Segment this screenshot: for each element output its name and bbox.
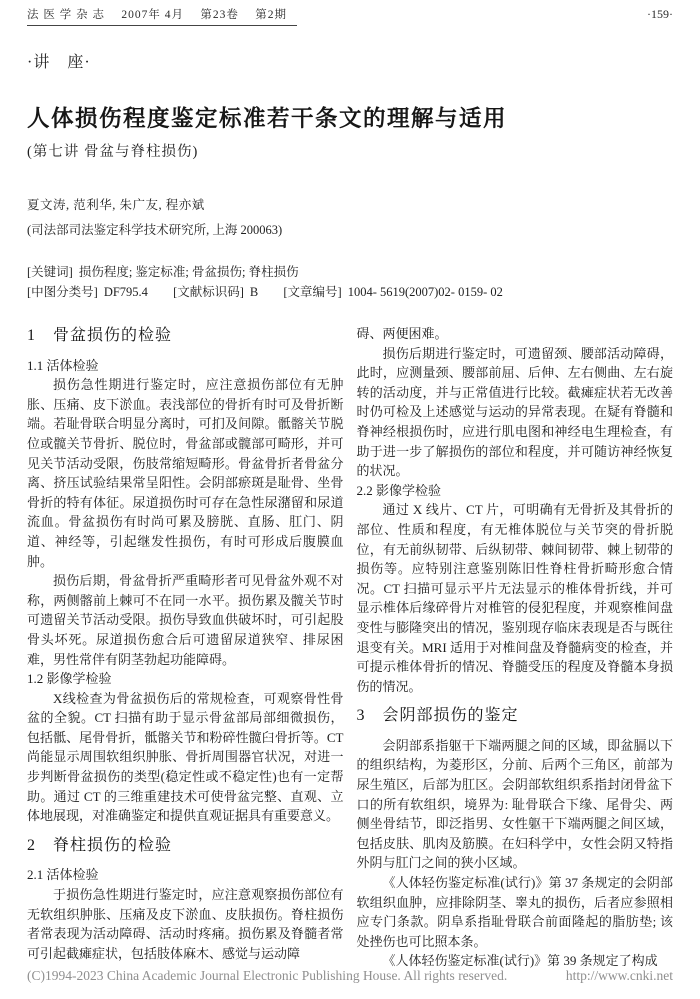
cnki-url: http://www.cnki.net [565, 968, 673, 983]
body-paragraph: 损伤后期，骨盆骨折严重畸形者可见骨盆外观不对称，两侧髂前上棘可不在同一水平。损伤累及髋关节时可遗留关节活动受限。损伤导致血供破坏时，可引起股骨头坏死。尿道损伤愈合后可遗留尿道狭窄、排尿困难，男性常伴有阴茎勃起功能障碍。 [27, 573, 344, 667]
cnki-footer [27, 968, 673, 984]
article-id-value: 1004- 5619(2007)02- 0159- 02 [347, 285, 503, 299]
keywords-value: 损伤程度; 鉴定标准; 骨盆损伤; 脊柱损伤 [78, 265, 299, 279]
body-paragraph: 通过 X 线片、CT 片，可明确有无骨折及其骨折的部位、性质和程度，有无椎体脱位与关节突的骨折脱位，有无前纵韧带、后纵韧带、棘间韧带、棘上韧带的损伤等。应特别注意鉴别陈旧性脊柱骨折畸形愈合情况。CT 扫描可显示平片无法显示的椎体骨折线，并可显示椎体后缘碎骨片对椎管的侵犯程度，并观察椎间盘变性与膨隆突出的情况，鉴别现存临床表现是否与既往退变有关。MRI 适用于对椎间盘及脊髓病变的检查，并可提示椎体骨折的情况、脊髓受压的程度及脊髓本身损伤的情况。 [356, 502, 673, 694]
body-paragraph: 于损伤急性期进行鉴定时，应注意观察损伤部位有无软组织肿胀、压痛及皮下淤血、皮肤损伤。脊柱损伤者常表现为活动障碍、活动时疼痛。损伤累及脊髓者常可引起截瘫症状，包括肢体麻木、感觉与运动障 [27, 887, 344, 961]
section-heading-2: 2 脊柱损伤的检验 [27, 836, 173, 854]
subsection-heading-1-2: 1.2 影像学检验 [27, 671, 112, 687]
article-body [27, 324, 673, 999]
copyright-notice: (C)1994-2023 China Academic Journal Electronic Publishing House. All rights reserved. [27, 968, 508, 983]
keywords-label: [关键词] [27, 265, 73, 279]
subsection-heading-2-2: 2.2 影像学检验 [356, 482, 442, 498]
clc-value: DF795.4 [103, 285, 148, 299]
running-head [27, 6, 673, 26]
body-paragraph: 会阴部系指躯干下端两腿之间的区域，即盆膈以下的组织结构，为菱形区，分前、后两个三角区，前部为尿生殖区，后部为肛区。会阴部软组织系指封闭骨盆下口的所有软组织，境界为: 耻骨联合下缘、尾骨尖、两侧坐骨结节，即泛指男、女性躯干下端两腿之间区域，包括皮肤、肌肉及筋膜。在妇科学中，女性会阴又特指外阴与肛门之间的狭小区域。 [356, 737, 673, 871]
body-paragraph: 《人体轻伤鉴定标准(试行)》第 39 条规定了构成 [382, 953, 658, 969]
affiliation-line: (司法部司法鉴定科学技术研究所, 上海 200063) [27, 223, 283, 237]
article-meta [27, 262, 673, 302]
clc-label: [中图分类号] [27, 285, 98, 299]
authors-line: 夏文涛, 范利华, 朱广友, 程亦斌 [27, 198, 205, 212]
column-marker-lecture: ·讲 座· [27, 54, 91, 71]
body-paragraph: 《人体轻伤鉴定标准(试行)》第 37 条规定的会阴部软组织血肿，应排除阴茎、睾丸的损伤，后者应参照相应专门条款。阴阜系指耻骨联合前面隆起的脂肪垫; 该处挫伤也可比照本条。 [356, 875, 673, 949]
article-subtitle: (第七讲 骨盆与脊柱损伤) [27, 144, 199, 160]
left-column [27, 324, 344, 999]
doc-code-value: B [249, 285, 259, 299]
subsection-heading-2-1: 2.1 活体检验 [27, 867, 99, 883]
right-column [357, 324, 674, 999]
subsection-heading-1-1: 1.1 活体检验 [27, 357, 99, 373]
section-heading-3: 3 会阴部损伤的鉴定 [356, 707, 519, 725]
section-heading-1: 1 骨盆损伤的检验 [27, 327, 173, 344]
article-title: 人体损伤程度鉴定标准若干条文的理解与适用 [27, 106, 508, 131]
doc-code-label: [文献标识码] [173, 285, 244, 299]
body-paragraph: 损伤急性期进行鉴定时，应注意损伤部位有无肿胀、压痛、皮下淤血。表浅部位的骨折有时可及骨折断端。若耻骨联合明显分离时，可扪及间隙。骶髂关节脱位或髋关节骨折、脱位时，骨盆部或髋部可畸形，并可见关节活动受限，伤肢常缩短畸形。骨盆骨折者骨盆分离、挤压试验结果常呈阳性。会阴部瘀斑是耻骨、坐骨骨折的特有体征。尿道损伤时可存在急性尿潴留和尿道流血。骨盆损伤有时尚可累及膀胱、直肠、肛门、阴道、神经等，引起继发性损伤，有时可形成后腹膜血肿。 [27, 377, 344, 569]
page-number: ·159· [647, 7, 673, 21]
journal-issue-info: 法 医 学 杂 志 2007年 4月 第23卷 第2期 [27, 6, 297, 26]
article-id-label: [文章编号] [283, 285, 342, 299]
classification-row [27, 282, 673, 302]
keywords-row [27, 262, 673, 282]
body-paragraph: X线检查为骨盆损伤后的常规检查，可观察骨性骨盆的全貌。CT 扫描有助于显示骨盆部局部细微损伤，包括骶、尾骨骨折，骶髂关节和粉碎性髋臼骨折等。CT 尚能显示周围软组织肿胀、骨折周围器官状况，对进一步判断骨盆损伤的类型(稳定性或不稳定性)也有一定帮助。通过 CT 的三维重建技术可使骨盆完整、直观、立体地展现，对准确鉴定和提供直观证据具有重要意义。 [27, 690, 344, 824]
body-paragraph: 损伤后期进行鉴定时，可遗留颈、腰部活动障碍，此时，应测量颈、腰部前屈、后伸、左右侧曲、左右旋转的活动度，并与正常值进行比较。截瘫症状若无改善时仍可检及上述感觉与运动的异常表现。在疑有脊髓和脊神经根损伤时，应进行肌电图和神经电生理检查，有助于进一步了解损伤的部位和程度，并可随访神经恢复的状况。 [356, 345, 673, 479]
body-paragraph-continued: 碍、两便困难。 [356, 326, 448, 341]
